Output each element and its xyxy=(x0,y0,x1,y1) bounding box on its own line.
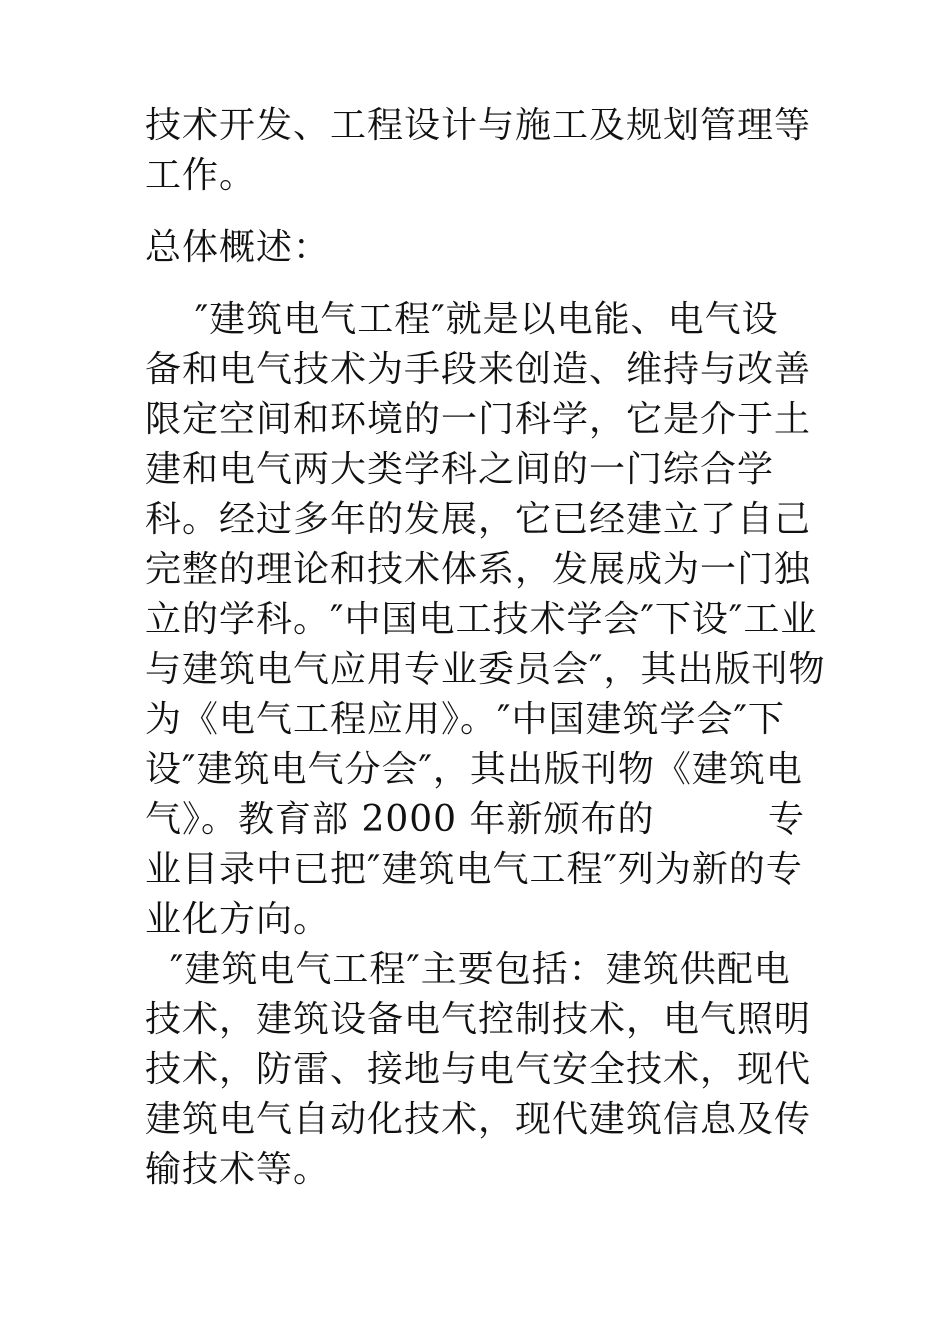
paragraph-1-line-6: 完整的理论和技术体系，发展成为一门独 xyxy=(145,549,812,590)
paragraph-1-line-13: 业化方向。 xyxy=(145,899,331,940)
paragraph-1-line-4: 建和电气两大类学科之间的一门综合学 xyxy=(145,449,775,490)
section-heading: 总体概述： xyxy=(145,227,331,268)
paragraph-1-line-3: 限定空间和环境的一门科学，它是介于土 xyxy=(145,399,812,440)
paragraph-2-line-4: 建筑电气自动化技术，现代建筑信息及传 xyxy=(145,1099,812,1140)
text-line-1: 技术开发、工程设计与施工及规划管理等 xyxy=(145,105,812,146)
paragraph-1-line-2: 备和电气技术为手段来创造、维持与改善 xyxy=(145,349,812,390)
paragraph-1-line-12: 业目录中已把″建筑电气工程″列为新的专 xyxy=(145,849,803,890)
text-line-2: 工作。 xyxy=(145,155,257,196)
paragraph-1-line-11 xyxy=(145,798,805,842)
paragraph-1-line-7: 立的学科。″中国电工技术学会″下设″工业 xyxy=(145,599,818,640)
paragraph-2-line-2: 技术，建筑设备电气控制技术，电气照明 xyxy=(145,999,812,1040)
paragraph-1-line-11-right: 专 xyxy=(767,799,805,840)
paragraph-1-line-1: ″建筑电气工程″就是以电能、电气设 xyxy=(145,299,779,340)
paragraph-2-line-5: 输技术等。 xyxy=(145,1149,331,1190)
paragraph-1-line-9: 为《电气工程应用》。″中国建筑学会″下 xyxy=(145,699,785,740)
paragraph-2-line-3: 技术，防雷、接地与电气安全技术，现代 xyxy=(145,1049,812,1090)
paragraph-2-line-1: ″建筑电气工程″主要包括：建筑供配电 xyxy=(145,949,791,990)
paragraph-1-line-10: 设″建筑电气分会″，其出版刊物《建筑电 xyxy=(145,749,803,790)
paragraph-1-line-5: 科。经过多年的发展，它已经建立了自己 xyxy=(145,499,812,540)
paragraph-1-line-11-left: 气》。教育部 2000 年新颁布的 xyxy=(145,799,655,840)
paragraph-1-line-8: 与建筑电气应用专业委员会″，其出版刊物 xyxy=(145,649,826,690)
